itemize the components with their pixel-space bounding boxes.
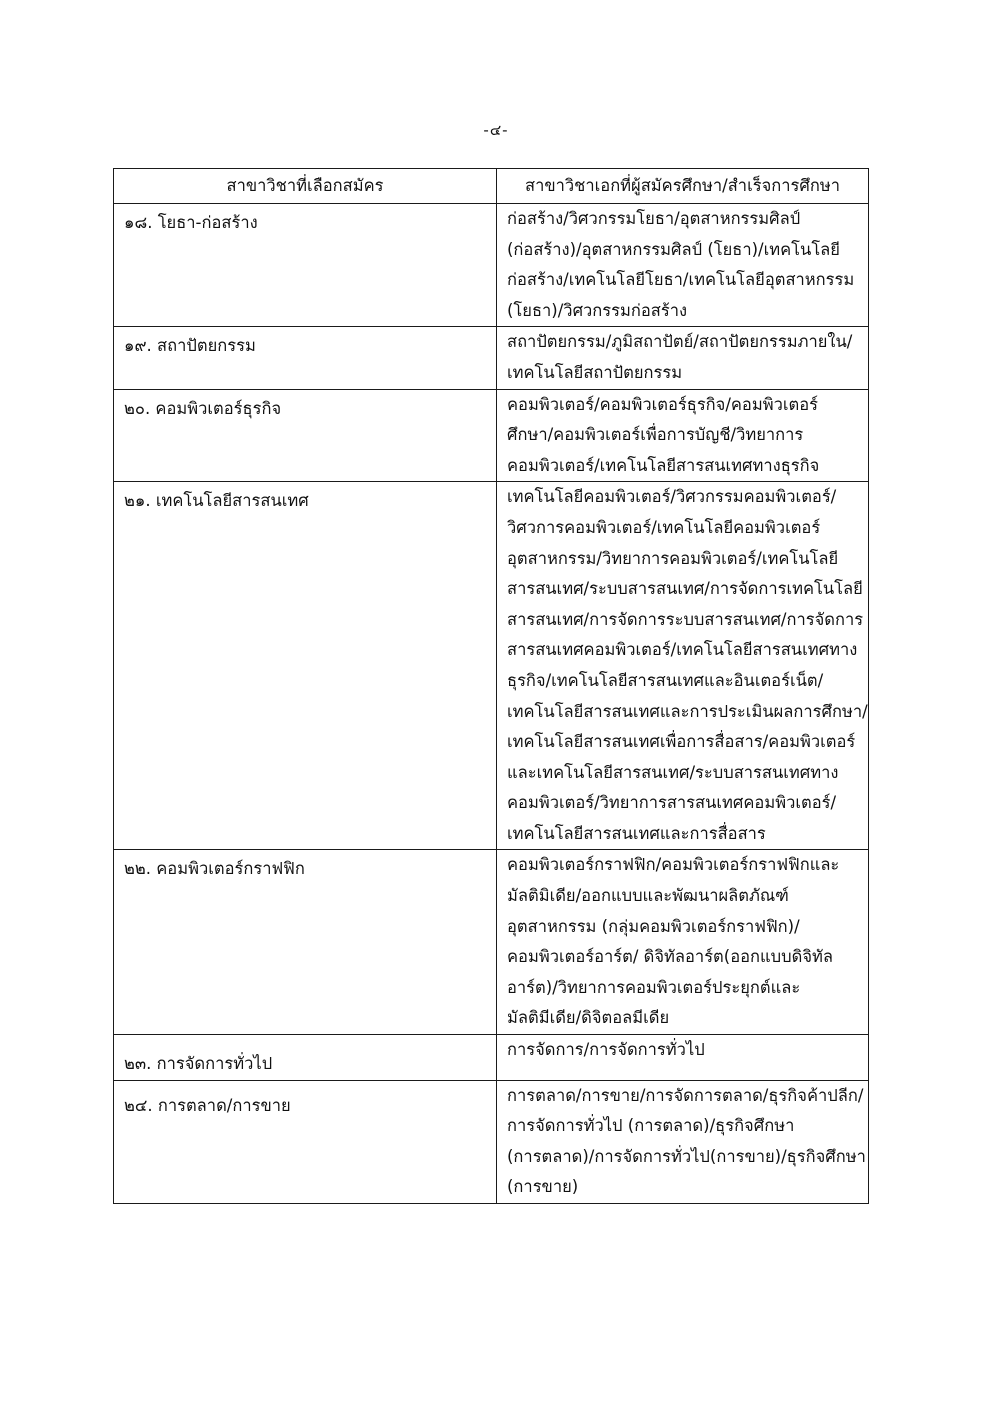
major-line: มัลติมิเดีย/ออกแบบและพัฒนาผลิตภัณฑ์ [507,886,789,906]
major-line: เทคโนโลยีสารสนเทศและการประเมินผลการศึกษา/ [507,701,868,721]
table-header-row [114,169,869,204]
major-line: สถาปัตยกรรม/ภูมิสถาปัตย์/สถาปัตยกรรมภายใน/ [507,332,853,352]
major-line: เทคโนโลยีสารสนเทศและการสื่อสาร [507,823,766,843]
major-line: การจัดการทั่วไป (การตลาด)/ธุรกิจศึกษา [507,1116,795,1136]
major-line: เทคโนโลยีสถาปัตยกรรม [507,362,683,382]
major-line: (ก่อสร้าง)/อุตสาหกรรมศิลป์ (โยธา)/เทคโนโลยี [507,239,840,259]
major-line: สารสนเทศ/ระบบสารสนเทศ/การจัดการเทคโนโลยี [507,579,863,599]
field-name: ๒๒. คอมพิวเตอร์กราฟฟิก [114,850,497,1035]
majors-table [113,168,869,1204]
table-row [114,1080,869,1203]
major-line: คอมพิวเตอร์/เทคโนโลยีสารสนเทศทางธุรกิจ [507,455,820,475]
field-name: ๒๑. เทคโนโลยีสารสนเทศ [114,482,497,850]
major-list [497,204,869,327]
header-studied-major: สาขาวิชาเอกที่ผู้สมัครศึกษา/สำเร็จการศึกษา [497,169,869,204]
major-line: (โยธา)/วิศวกรรมก่อสร้าง [507,300,688,320]
field-name: ๒๓. การจัดการทั่วไป [114,1035,497,1081]
major-list [497,1035,869,1081]
major-line: อุตสาหกรรม/วิทยาการคอมพิวเตอร์/เทคโนโลยี [507,548,839,568]
major-line: อุตสาหกรรม (กลุ่มคอมพิวเตอร์กราฟฟิก)/ [507,916,800,936]
field-name: ๒๔. การตลาด/การขาย [114,1080,497,1203]
major-list [497,850,869,1035]
major-line: สารสนเทศ/การจัดการระบบสารสนเทศ/การจัดการ [507,609,864,629]
major-line: การตลาด/การขาย/การจัดการตลาด/ธุรกิจค้าปลีก/ [507,1085,864,1105]
major-line: คอมพิวเตอร์อาร์ต/ ดิจิทัลอาร์ต(ออกแบบดิจิทัล [507,947,833,967]
field-name: ๑๙. สถาปัตยกรรม [114,327,497,389]
major-line: เทคโนโลยีคอมพิวเตอร์/วิศวกรรมคอมพิวเตอร์/ [507,487,837,507]
table-row [114,850,869,1035]
page-number: -๔- [483,121,509,139]
field-name: ๒๐. คอมพิวเตอร์ธุรกิจ [114,389,497,482]
major-line: อาร์ต)/วิทยาการคอมพิวเตอร์ประยุกต์และ [507,977,801,997]
major-line: วิศวการคอมพิวเตอร์/เทคโนโลยีคอมพิวเตอร์ [507,517,821,537]
major-line: คอมพิวเตอร์/คอมพิวเตอร์ธุรกิจ/คอมพิวเตอร์ [507,394,818,414]
header-applied-field: สาขาวิชาที่เลือกสมัคร [114,169,497,204]
major-list [497,482,869,850]
major-line: (การตลาด)/การจัดการทั่วไป(การขาย)/ธุรกิจศึกษา [507,1146,866,1166]
major-line: ศึกษา/คอมพิวเตอร์เพื่อการบัญชี/วิทยาการ [507,425,804,445]
table-row [114,1035,869,1081]
major-line: (การขาย) [507,1177,579,1197]
major-list [497,327,869,389]
major-line: มัลติมีเดีย/ดิจิตอลมีเดีย [507,1008,670,1028]
table-row [114,389,869,482]
major-line: การจัดการ/การจัดการทั่วไป [507,1040,705,1060]
major-list [497,389,869,482]
major-line: ธุรกิจ/เทคโนโลยีสารสนเทศและอินเตอร์เน็ต/ [507,670,824,690]
field-name: ๑๘. โยธา-ก่อสร้าง [114,204,497,327]
major-line: ก่อสร้าง/เทคโนโลยีโยธา/เทคโนโลยีอุตสาหกรรม [507,270,855,290]
major-line: คอมพิวเตอร์/วิทยาการสารสนเทศคอมพิวเตอร์/ [507,793,837,813]
major-line: ก่อสร้าง/วิศวกรรมโยธา/อุตสาหกรรมศิลป์ [507,209,801,228]
major-line: สารสนเทศคอมพิวเตอร์/เทคโนโลยีสารสนเทศทาง [507,640,858,660]
major-line: เทคโนโลยีสารสนเทศเพื่อการสื่อสาร/คอมพิวเตอร์ [507,732,856,752]
major-line: และเทคโนโลยีสารสนเทศ/ระบบสารสนเทศทาง [507,762,839,782]
table-row [114,327,869,389]
major-list [497,1080,869,1203]
table-row [114,482,869,850]
table-row [114,204,869,327]
major-line: คอมพิวเตอร์กราฟฟิก/คอมพิวเตอร์กราฟฟิกและ [507,855,840,875]
